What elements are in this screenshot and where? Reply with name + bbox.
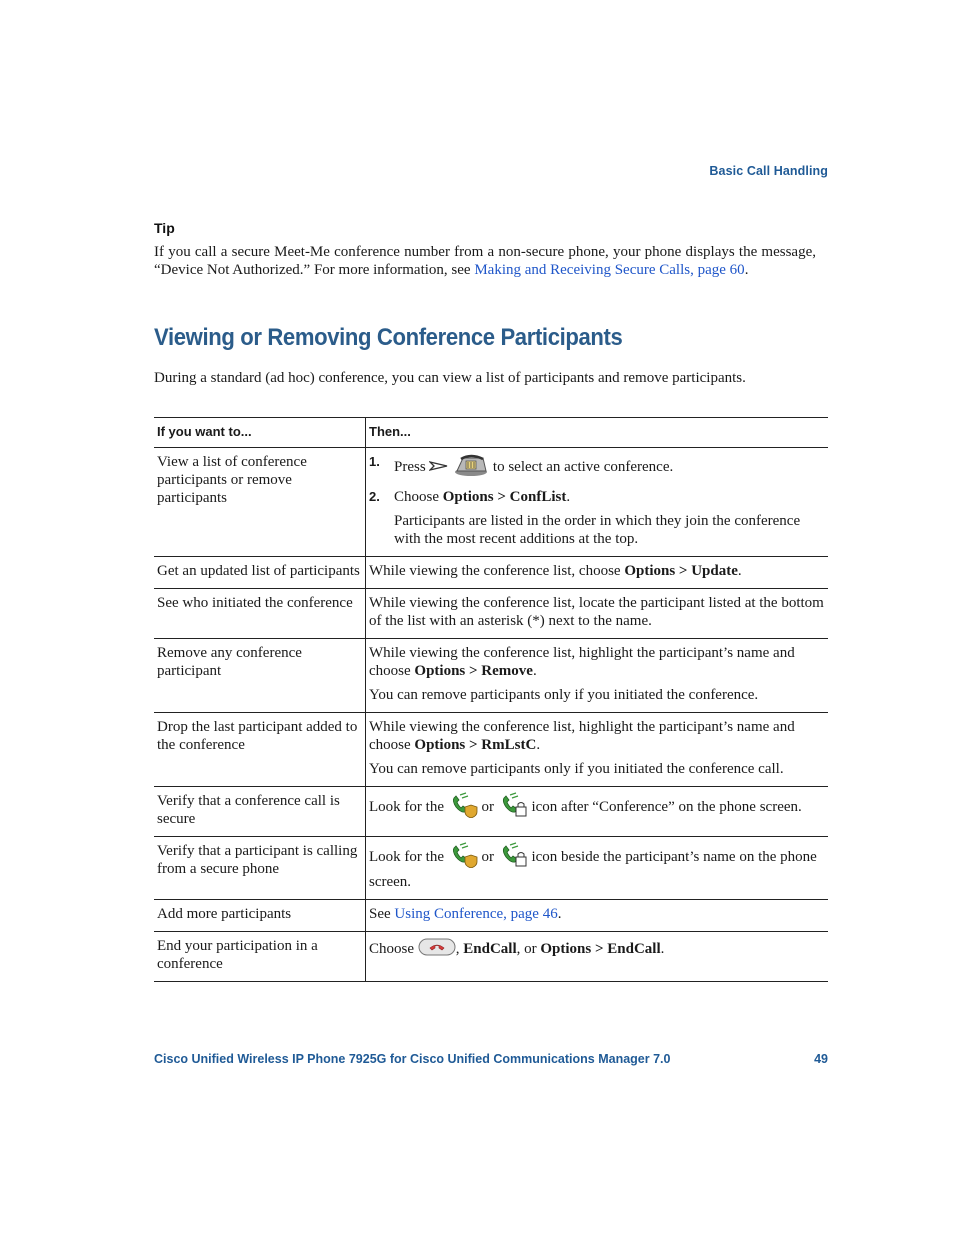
step-2-period: . (566, 489, 571, 505)
softkey-remove: Options > Remove (414, 663, 533, 679)
footer-title: Cisco Unified Wireless IP Phone 7925G for Cisco Unified Communications Manager 7.0 (154, 1052, 671, 1066)
authenticated-call-icon (498, 792, 528, 823)
then-text: While viewing the conference list, choose (369, 563, 625, 579)
column-header-then: Then... (366, 418, 829, 448)
row-want: Add more participants (154, 900, 366, 932)
table-row (154, 932, 828, 982)
then-paragraph (369, 718, 825, 754)
then-text: While viewing the conference list, highlight the participant’s name and choose (369, 719, 795, 753)
tip-text (154, 243, 816, 279)
section-title: Viewing or Removing Conference Participants (154, 324, 623, 351)
then-choose: Choose (369, 940, 414, 957)
then-note: You can remove participants only if you initiated the conference call. (369, 761, 784, 777)
nav-arrow-icon (429, 459, 449, 477)
row-want: End your participation in a conference (154, 932, 366, 982)
step-number: 1. (369, 454, 380, 469)
step-2-choose: Choose (394, 489, 443, 505)
then-text: While viewing the conference list, highlight the participant’s name and choose (369, 645, 795, 679)
running-head: Basic Call Handling (709, 164, 828, 178)
row-want: Get an updated list of participants (154, 557, 366, 589)
row-then (366, 557, 829, 589)
phone-keypad-icon (453, 453, 489, 482)
row-want: Remove any conference participant (154, 639, 366, 713)
authenticated-call-icon (498, 842, 528, 873)
table-row (154, 557, 828, 589)
step-1 (369, 453, 825, 482)
tip-label: Tip (154, 220, 175, 236)
table-row (154, 787, 828, 837)
step-number: 2. (369, 489, 380, 504)
step-note: Participants are listed in the order in which they join the conference with the most recent additions at the top. (394, 513, 801, 547)
procedure-table (154, 417, 828, 982)
then-rest: icon beside the participant’s name on the phone screen. (369, 848, 817, 890)
row-want: See who initiated the conference (154, 589, 366, 639)
then-period: . (737, 563, 742, 579)
step-text (394, 488, 570, 506)
step-1-rest: to select an active conference. (492, 458, 674, 475)
softkey-update: Options > Update (624, 563, 738, 579)
then-or: or (481, 798, 494, 815)
row-then (366, 448, 829, 557)
then-or: , or (516, 940, 541, 957)
table-row (154, 713, 828, 787)
row-want: Verify that a participant is calling from a secure phone (154, 837, 366, 900)
tip-text-after: . (744, 262, 749, 278)
link-using-conference[interactable]: Using Conference, page 46 (394, 906, 558, 922)
row-then (366, 900, 829, 932)
table-row (154, 448, 828, 557)
table-row (154, 837, 828, 900)
step-text (394, 453, 673, 482)
row-want: View a list of conference participants or remove participants (154, 448, 366, 557)
then-rest: icon after “Conference” on the phone screen. (531, 798, 802, 815)
tip-link-secure-calls[interactable]: Making and Receiving Secure Calls, page 60 (474, 262, 745, 278)
then-see: See (369, 906, 395, 922)
encrypted-call-icon (448, 792, 478, 823)
table-row (154, 900, 828, 932)
step-1-press: Press (394, 458, 426, 475)
then-paragraph (369, 644, 825, 680)
then-comma: , (455, 940, 464, 957)
then-note: You can remove participants only if you initiated the conference. (369, 687, 759, 703)
then-or: or (481, 848, 494, 865)
section-intro: During a standard (ad hoc) conference, you can view a list of participants and remove participants. (154, 370, 746, 386)
table-row (154, 589, 828, 639)
row-then (366, 787, 829, 837)
row-then (366, 837, 829, 900)
table-row (154, 639, 828, 713)
softkey-options-endcall: Options > EndCall (540, 940, 661, 957)
step-2 (369, 488, 825, 506)
row-then: While viewing the conference list, locate the participant listed at the bottom of the list with an asterisk (*) next to the name. (366, 589, 829, 639)
end-call-icon (418, 937, 456, 962)
then-look: Look for the (369, 848, 444, 865)
then-period: . (557, 906, 562, 922)
row-then (366, 639, 829, 713)
encrypted-call-icon (448, 842, 478, 873)
softkey-endcall: EndCall (463, 940, 517, 957)
row-want: Drop the last participant added to the conference (154, 713, 366, 787)
column-header-want: If you want to... (154, 418, 366, 448)
table-header-row (154, 418, 828, 448)
then-look: Look for the (369, 798, 444, 815)
softkey-rmlstc: Options > RmLstC (414, 737, 537, 753)
tip-text-before: If you call a secure Meet-Me conference number from a non-secure phone, your phone displays the message, “Device Not Authorized.” For more information, see (154, 244, 816, 278)
row-then (366, 713, 829, 787)
then-period: . (660, 940, 665, 957)
then-period: . (536, 737, 541, 753)
softkey-confllist: Options > ConfList (442, 489, 567, 505)
page-number: 49 (814, 1052, 828, 1066)
row-then (366, 932, 829, 982)
then-period: . (532, 663, 537, 679)
row-want: Verify that a conference call is secure (154, 787, 366, 837)
